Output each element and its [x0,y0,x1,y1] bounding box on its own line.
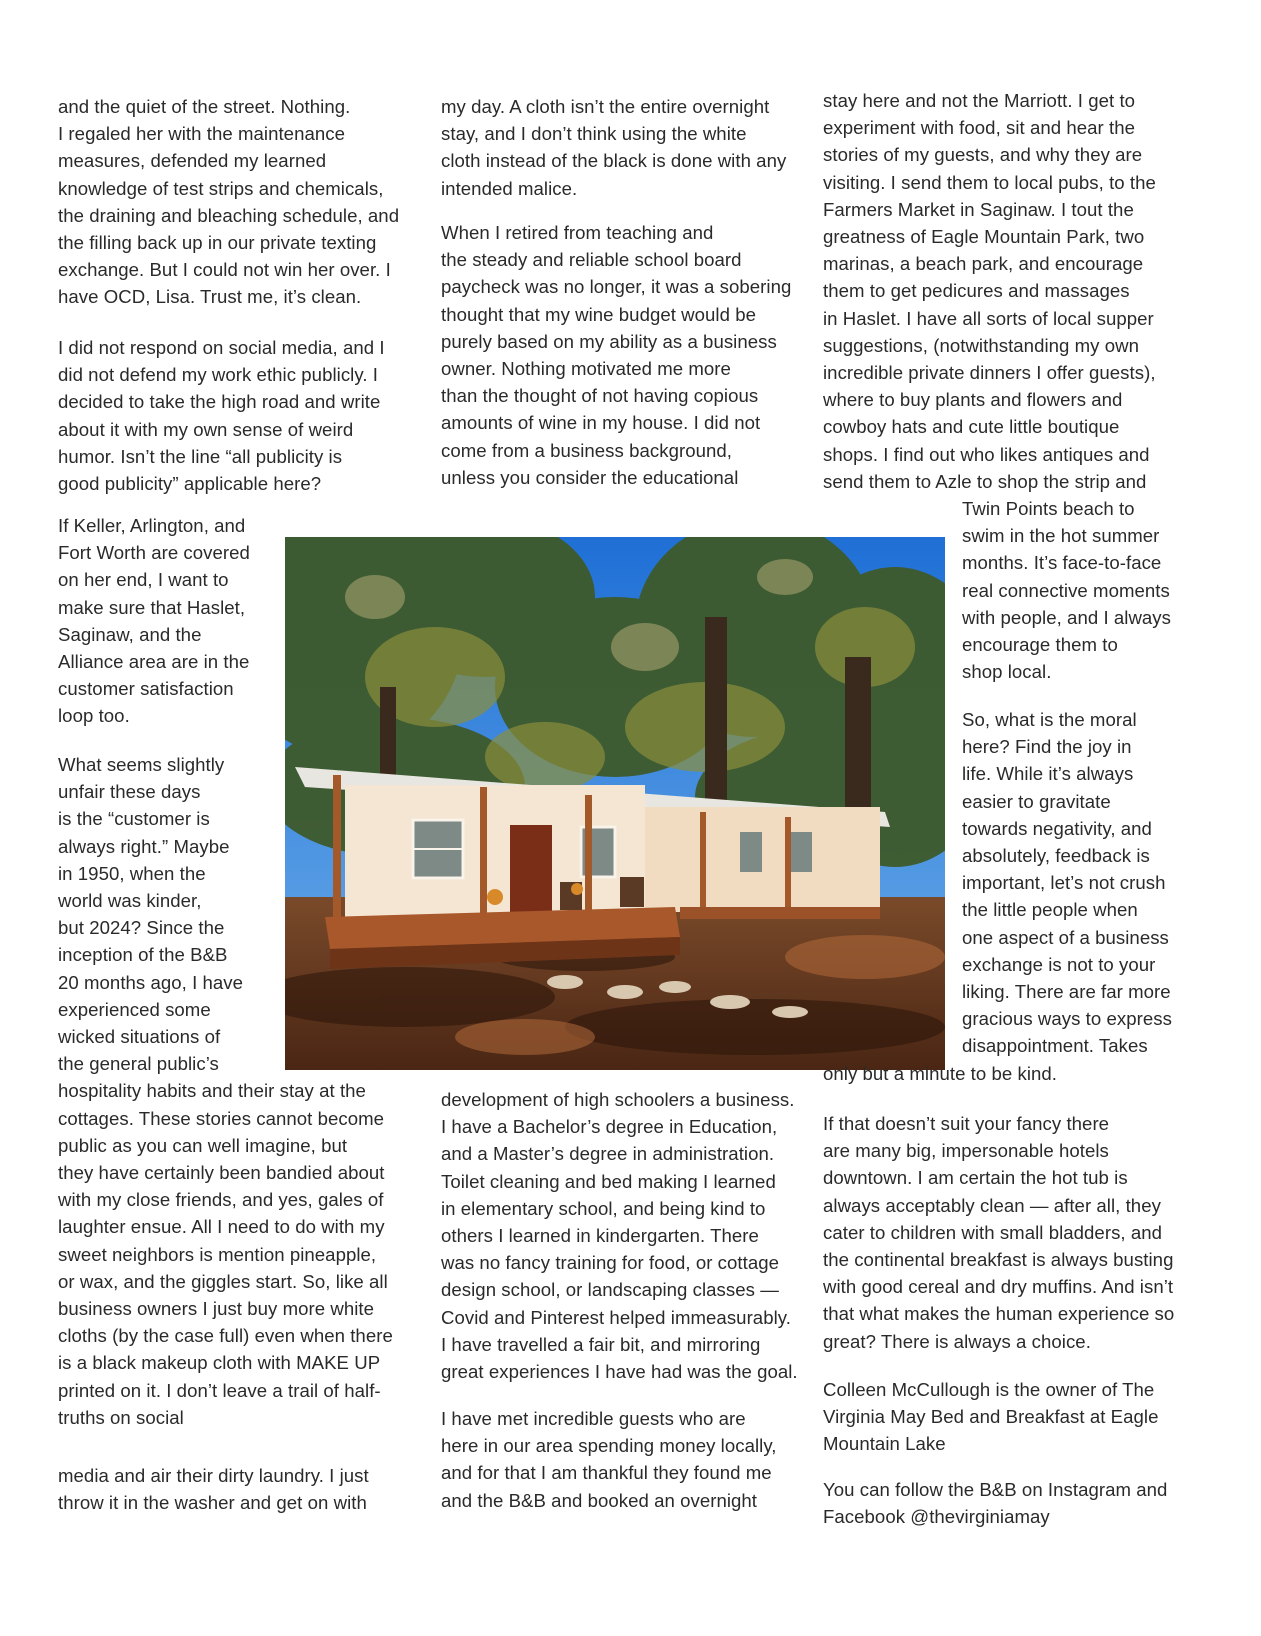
text-line: and for that I am thankful they found me [441,1462,772,1484]
text-line: cottages. These stories cannot become [58,1107,385,1129]
text-line: unfair these days [58,781,201,803]
text-line: visiting. I send them to local pubs, to the [823,171,1156,193]
text-line: shops. I find out who likes antiques and [823,443,1150,465]
text-line: public as you can well imagine, but [58,1134,348,1156]
text-line: the continental breakfast is always busting [823,1249,1174,1270]
text-line: I have travelled a fair bit, and mirroring [441,1333,761,1355]
text-line: You can follow the B&B on Instagram and [823,1479,1168,1500]
text-line: Twin Points beach to [962,498,1135,519]
text-line: If Keller, Arlington, and [58,515,246,536]
text-line: shop local. [962,661,1052,683]
text-line: decided to take the high road and write [58,391,381,413]
text-line: and the quiet of the street. Nothing. [58,96,351,117]
text-line: purely based on my ability as a business [441,330,777,352]
text-line: the general public’s [58,1053,219,1075]
text-line: have OCD, Lisa. Trust me, it’s clean. [58,286,362,308]
text-line: wicked situations of [58,1026,221,1047]
text-line: one aspect of a business [962,926,1169,948]
text-line: is a black makeup cloth with MAKE UP [58,1352,381,1374]
text-line: knowledge of test strips and chemicals, [58,177,384,199]
text-line: absolutely, feedback is [962,845,1150,866]
text-line: with people, and I always [962,606,1172,628]
text-line: Alliance area are in the [58,651,250,672]
text-line: experienced some [58,998,211,1020]
text-line: months. It’s face-to-face [962,552,1162,574]
text-line: measures, defended my learned [58,150,327,172]
text-line: easier to gravitate [962,790,1111,812]
text-line: cater to children with small bladders, and [823,1221,1163,1243]
text-line: Mountain Lake [823,1433,946,1455]
text-line: they have certainly been bandied about [58,1162,385,1183]
text-line: is the “customer is [58,808,210,830]
text-line: Saginaw, and the [58,623,202,645]
text-line: customer satisfaction [58,678,234,700]
text-line: on her end, I want to [58,569,229,591]
text-line: where to buy plants and flowers and [823,389,1123,411]
cottage-photo [285,537,945,1070]
text-line: I have met incredible guests who are [441,1408,746,1429]
text-line: downtown. I am certain the hot tub is [823,1167,1128,1189]
text-line: always acceptably clean — after all, they [823,1194,1161,1216]
text-line: owner. Nothing motivated me more [441,358,731,379]
text-line: the draining and bleaching schedule, and [58,204,400,226]
text-line: unless you consider the educational [441,466,739,488]
text-line: swim in the hot summer [962,525,1160,547]
text-line: and a Master’s degree in administration. [441,1143,775,1165]
text-line: throw it in the washer and get on with [58,1492,367,1514]
text-line: design school, or landscaping classes — [441,1279,779,1301]
text-line: life. While it’s always [962,763,1134,785]
text-line: did not defend my work ethic publicly. I [58,364,378,386]
text-line: than the thought of not having copious [441,385,759,407]
text-line: intended malice. [441,177,578,199]
text-line: and the B&B and booked an overnight [441,1489,758,1511]
text-line: I have a Bachelor’s degree in Education, [441,1116,778,1138]
text-line: When I retired from teaching and [441,222,714,243]
text-line: humor. Isn’t the line “all publicity is [58,445,343,467]
text-line: great? There is always a choice. [823,1330,1091,1352]
text-line: encourage them to [962,634,1118,655]
text-line: stories of my guests, and why they are [823,144,1143,166]
text-line: exchange is not to your [962,953,1156,975]
text-line: disappointment. Takes [962,1035,1148,1057]
text-line: Facebook @thevirginiamay [823,1506,1050,1528]
text-line: stay, and I don’t think using the white [441,123,747,145]
text-line: thought that my wine budget would be [441,303,757,325]
text-line: gracious ways to express [962,1008,1172,1030]
text-line: inception of the B&B [58,944,228,966]
text-line: suggestions, (notwithstanding my own [823,334,1139,356]
text-line: What seems slightly [58,754,225,775]
text-line: marinas, a beach park, and encourage [823,253,1144,275]
text-line: send them to Azle to shop the strip and [823,470,1147,492]
text-line: 20 months ago, I have [58,971,244,993]
text-line: If that doesn’t suit your fancy there [823,1113,1110,1134]
text-line: here in our area spending money locally, [441,1435,777,1457]
text-line: Colleen McCullough is the owner of The [823,1379,1155,1400]
text-line: liking. There are far more [962,981,1171,1002]
text-line: here? Find the joy in [962,736,1132,758]
text-line: with my close friends, and yes, gales of [58,1189,384,1211]
text-line: the steady and reliable school board [441,249,742,271]
text-line: loop too. [58,705,130,727]
text-line: the filling back up in our private texting [58,232,377,253]
text-line: in elementary school, and being kind to [441,1197,766,1219]
text-line: Fort Worth are covered [58,542,250,564]
text-line: Virginia May Bed and Breakfast at Eagle [823,1406,1159,1428]
text-line: that what makes the human experience so [823,1303,1175,1325]
text-line: paycheck was no longer, it was a sobering [441,276,792,298]
text-line: So, what is the moral [962,709,1137,730]
text-line: in Haslet. I have all sorts of local supper [823,307,1154,329]
text-line: others I learned in kindergarten. There [441,1225,759,1246]
text-line: media and air their dirty laundry. I just [58,1465,369,1486]
text-line: truths on social [58,1406,184,1428]
text-line: only but a minute to be kind. [823,1062,1058,1084]
text-line: with good cereal and dry muffins. And isn’t [823,1276,1174,1298]
text-line: experiment with food, sit and hear the [823,117,1135,139]
text-line: development of high schoolers a business. [441,1089,795,1110]
text-line: but 2024? Since the [58,917,225,939]
text-line: incredible private dinners I offer guests), [823,362,1156,383]
text-line: great experiences I have had was the goal. [441,1361,798,1382]
text-line: important, let’s not crush [962,872,1166,894]
text-line: Covid and Pinterest helped immeasurably. [441,1306,791,1328]
text-line: cloths (by the case full) even when there [58,1325,393,1347]
text-line: cloth instead of the black is done with any [441,150,787,172]
text-line: Farmers Market in Saginaw. I tout the [823,198,1134,220]
text-line: business owners I just buy more white [58,1298,375,1319]
text-line: always right.” Maybe [58,835,230,857]
text-line: make sure that Haslet, [58,596,246,618]
text-line: amounts of wine in my house. I did not [441,412,761,434]
text-line: exchange. But I could not win her over. I [58,259,391,281]
text-line: Toilet cleaning and bed making I learned [441,1170,776,1192]
text-line: hospitality habits and their stay at the [58,1080,366,1102]
text-line: my day. A cloth isn’t the entire overnight [441,96,770,117]
text-line: are many big, impersonable hotels [823,1140,1109,1162]
text-line: I did not respond on social media, and I [58,337,385,358]
text-line: or wax, and the giggles start. So, like all [58,1270,388,1292]
text-line: laughter ensue. All I need to do with my [58,1216,385,1238]
text-line: stay here and not the Marriott. I get to [823,90,1136,111]
text-line: them to get pedicures and massages [823,280,1130,302]
text-line: cowboy hats and cute little boutique [823,416,1120,438]
text-line: I regaled her with the maintenance [58,123,345,145]
text-line: greatness of Eagle Mountain Park, two [823,226,1145,247]
text-line: come from a business background, [441,439,732,461]
text-line: about it with my own sense of weird [58,418,354,440]
text-line: the little people when [962,899,1138,921]
text-line: was no fancy training for food, or cottage [441,1252,780,1274]
text-line: in 1950, when the [58,862,206,884]
text-line: real connective moments [962,579,1170,601]
text-line: world was kinder, [58,890,202,911]
text-line: sweet neighbors is mention pineapple, [58,1243,377,1265]
text-line: good publicity” applicable here? [58,473,322,494]
text-line: towards negativity, and [962,817,1152,839]
text-line: printed on it. I don’t leave a trail of half- [58,1379,381,1401]
